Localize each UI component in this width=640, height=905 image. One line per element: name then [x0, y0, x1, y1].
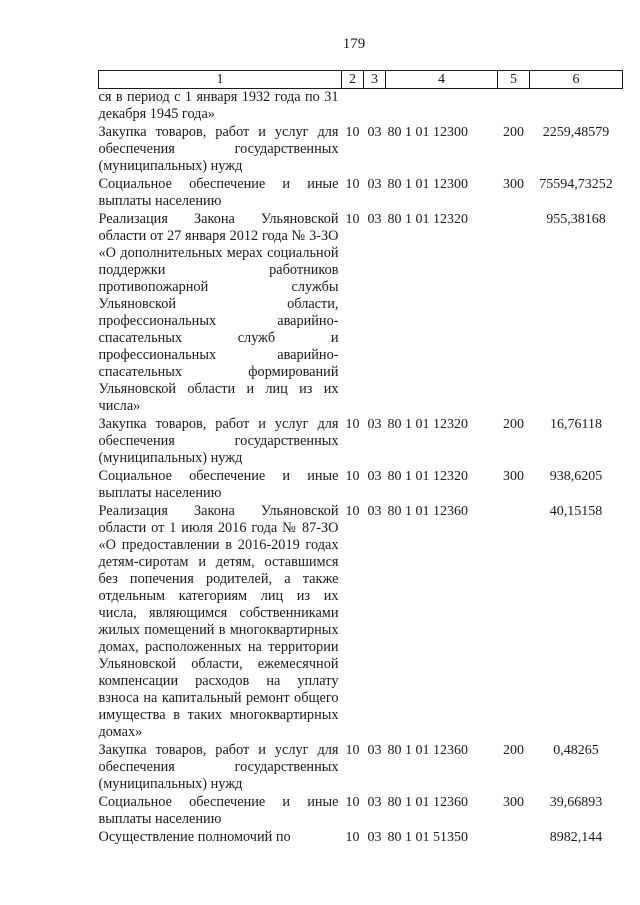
cell-name: Осуществление полномочий по — [98, 829, 291, 845]
table-row — [99, 503, 623, 742]
table-row — [99, 89, 623, 125]
cell-name: Закупка товаров, работ и услуг для обеспечения государственных (муниципальных) нужд — [98, 124, 339, 174]
table-row — [99, 794, 623, 829]
table-row — [99, 468, 623, 503]
cell-amount: 39,66893 — [549, 795, 603, 810]
cell-section: 10 — [345, 743, 360, 758]
cell-name: Социальное обеспечение и иные выплаты населению — [98, 794, 339, 827]
cell-target-code: 80 1 01 51350 — [387, 830, 468, 845]
cell-section: 10 — [345, 795, 360, 810]
cell-target-code: 80 1 01 12320 — [387, 469, 468, 484]
cell-section: 10 — [345, 125, 360, 140]
header-col-6: 6 — [530, 71, 623, 89]
table-row — [99, 742, 623, 794]
header-col-4: 4 — [386, 71, 498, 89]
cell-amount — [530, 89, 623, 125]
cell-amount: 16,76118 — [550, 417, 602, 432]
cell-expense-type — [498, 89, 530, 125]
table-header — [99, 71, 623, 89]
cell-name: Социальное обеспечение и иные выплаты населению — [98, 468, 339, 501]
cell-subsection: 03 — [367, 177, 382, 192]
cell-name: Закупка товаров, работ и услуг для обеспечения государственных (муниципальных) нужд — [98, 416, 339, 466]
cell-target-code: 80 1 01 12360 — [387, 795, 468, 810]
table-row — [99, 211, 623, 416]
header-col-5: 5 — [498, 71, 530, 89]
cell-name: Реализация Закона Ульяновской области от 27 января 2012 года № 3-ЗО «О дополнительных мерах социальной поддержки работников противопожарной службы Ульяновской области, профессиональных аварийно-спасательных служб и профессиональных аварийно-спасательных формирований Ульяновской области и лиц из их числа» — [98, 211, 339, 414]
cell-amount: 40,15158 — [549, 504, 603, 519]
cell-name: ся в период с 1 января 1932 года по 31 декабря 1945 года» — [98, 89, 339, 122]
cell-section: 10 — [345, 177, 360, 192]
header-col-2: 2 — [342, 71, 364, 89]
cell-expense-type: 300 — [503, 795, 524, 810]
cell-expense-type: 200 — [503, 125, 524, 140]
cell-section: 10 — [345, 504, 360, 519]
cell-amount: 955,38168 — [546, 212, 606, 227]
cell-section: 10 — [345, 469, 360, 484]
cell-target-code: 80 1 01 12320 — [387, 212, 468, 227]
page-number: 179 — [342, 36, 366, 52]
cell-amount: 2259,48579 — [542, 125, 610, 140]
cell-target-code — [386, 89, 498, 125]
header-row — [99, 71, 623, 89]
cell-name: Реализация Закона Ульяновской области от 1 июля 2016 года № 87-ЗО «О предоставлении в 2016-2019 годах детям-сиротам и детям, оставшимся без попечения родителей, а также отдельным категориям лиц из их числа, являющимся собственниками жилых помещений в многоквартирных домах, расположенных на территории Ульяновской области, ежемесячной компенсации расходов на уплату взноса на капитальный ремонт общего имущества в таких многоквартирных домах» — [98, 503, 339, 740]
cell-subsection: 03 — [367, 795, 382, 810]
cell-expense-type: 200 — [503, 743, 524, 758]
cell-subsection: 03 — [367, 743, 382, 758]
cell-section: 10 — [345, 417, 360, 432]
cell-subsection: 03 — [367, 469, 382, 484]
cell-section: 10 — [345, 830, 360, 845]
cell-amount: 938,6205 — [549, 469, 603, 484]
cell-name: Закупка товаров, работ и услуг для обеспечения государственных (муниципальных) нужд — [98, 742, 339, 792]
cell-section: 10 — [345, 212, 360, 227]
table-row — [99, 416, 623, 468]
cell-name: Социальное обеспечение и иные выплаты населению — [98, 176, 339, 209]
cell-subsection — [364, 89, 386, 125]
cell-amount: 8982,144 — [549, 830, 603, 845]
cell-subsection: 03 — [367, 212, 382, 227]
budget-table — [98, 70, 623, 847]
table-row — [99, 176, 623, 211]
header-col-1: 1 — [99, 71, 342, 89]
cell-amount: 0,48265 — [553, 743, 599, 758]
header-col-3: 3 — [364, 71, 386, 89]
cell-expense-type: 200 — [503, 417, 524, 432]
cell-subsection: 03 — [367, 504, 382, 519]
cell-expense-type — [498, 503, 530, 742]
table-row — [99, 829, 623, 847]
cell-subsection: 03 — [367, 830, 382, 845]
table-row — [99, 124, 623, 176]
cell-expense-type: 300 — [503, 177, 524, 192]
cell-target-code: 80 1 01 12300 — [387, 125, 468, 140]
cell-target-code: 80 1 01 12360 — [387, 504, 468, 519]
cell-section — [342, 89, 364, 125]
cell-subsection: 03 — [367, 417, 382, 432]
cell-expense-type — [498, 829, 530, 847]
cell-amount: 75594,73252 — [539, 177, 613, 192]
cell-target-code: 80 1 01 12360 — [387, 743, 468, 758]
cell-expense-type — [498, 211, 530, 416]
cell-expense-type: 300 — [503, 469, 524, 484]
table-body — [99, 89, 623, 848]
cell-target-code: 80 1 01 12300 — [387, 177, 468, 192]
cell-subsection: 03 — [367, 125, 382, 140]
cell-target-code: 80 1 01 12320 — [387, 417, 468, 432]
